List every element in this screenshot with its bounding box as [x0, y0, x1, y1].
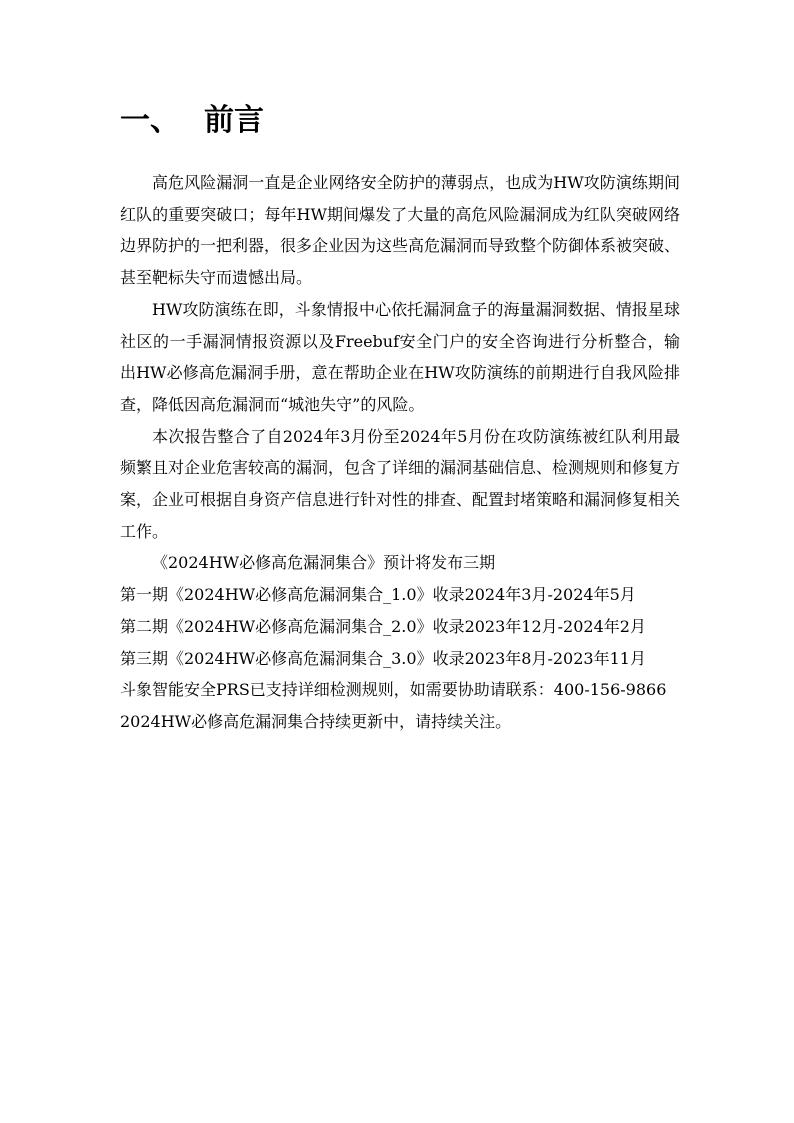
- purpose-paragraph: HW攻防演练在即，斗象情报中心依托漏洞盒子的海量漏洞数据、情报星球社区的一手漏洞情报资源以及Freebuf安全门户的安全咨询进行分析整合，输出HW必修高危漏洞手册，意在帮助企业在HW攻防演练的前期进行自我风险排查，降低因高危漏洞而“城池失守”的风险。: [120, 299, 680, 414]
- body-text: [120, 167, 680, 738]
- plan-intro: 《2024HW必修高危漏洞集合》预计将发布三期: [152, 553, 496, 573]
- intro-paragraph: 高危风险漏洞一直是企业网络安全防护的薄弱点，也成为HW攻防演练期间红队的重要突破口；每年HW期间爆发了大量的高危风险漏洞成为红队突破网络边界防护的一把利器，很多企业因为这些高危漏洞而导致整个防御体系被突破、甚至靶标失守而遗憾出局。: [120, 173, 681, 288]
- section-heading: [120, 100, 264, 142]
- closing-line: 2024HW必修高危漏洞集合持续更新中，请持续关注。: [120, 711, 512, 731]
- scope-paragraph: 本次报告整合了自2024年3月份至2024年5月份在攻防演练被红队利用最频繁且对企业危害较高的漏洞，包含了详细的漏洞基础信息、检测规则和修复方案，企业可根据自身资产信息进行针对性的排查、配置封堵策略和漏洞修复相关工作。: [120, 426, 681, 541]
- issue-line-1: 第一期《2024HW必修高危漏洞集合_1.0》收录2024年3月-2024年5月: [120, 585, 636, 605]
- contact-line: 斗象智能安全PRS已支持详细检测规则，如需要协助请联系：400-156-9866: [120, 680, 667, 700]
- section-title: 前言: [204, 103, 264, 138]
- issue-line-3: 第三期《2024HW必修高危漏洞集合_3.0》收录2023年8月-2023年11月: [120, 648, 646, 668]
- issue-line-2: 第二期《2024HW必修高危漏洞集合_2.0》收录2023年12月-2024年2月: [120, 616, 646, 636]
- section-number: 一、: [120, 103, 180, 138]
